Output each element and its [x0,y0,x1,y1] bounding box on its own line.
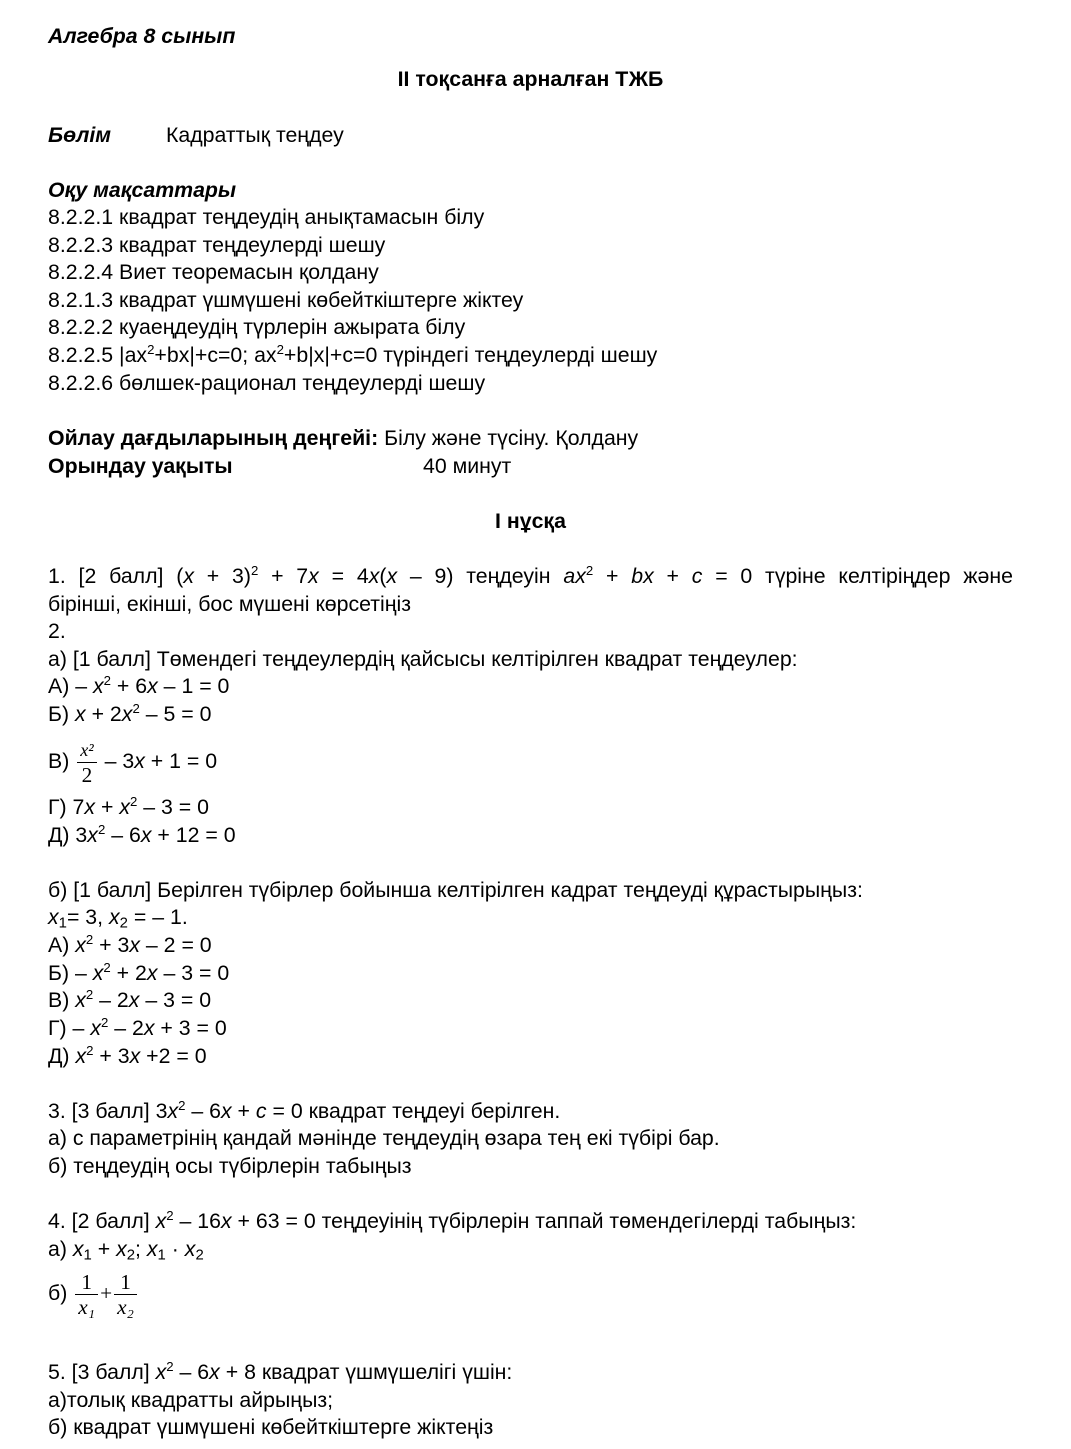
math-exponent: 2 [276,341,284,357]
math-exponent: 2 [100,1014,109,1030]
math-subscript: 1 [83,1247,92,1264]
question-2a-prompt: а) [1 балл] Төмендегі теңдеулердің қайсысы келтірілген квадрат теңдеулер: [48,647,798,671]
math-variable: x [368,564,380,588]
math-fraction [77,738,96,787]
time-value: 40 минут [423,454,512,478]
math-variable: x [48,905,59,929]
math-variable: x [119,795,130,819]
math-exponent: 2 [85,986,94,1002]
math-subscript: 2 [195,1247,204,1264]
math-exponent: 2 [86,1042,94,1058]
question-3a: а) с параметрінің қандай мәнінде теңдеудің өзара тең екі түбірі бар. [48,1126,720,1150]
math-variable: c [691,564,703,588]
fraction-numerator: 1 [114,1270,137,1295]
math-variable: bx [631,564,654,588]
math-variable: c [255,1099,267,1123]
question-2b-option: Д) $x^2 + 3x +2 = 0$ [48,1042,207,1068]
math-variable: x [147,674,158,698]
math-exponent: 2 [103,672,111,688]
math-variable: x [129,1044,141,1068]
math-subscript: 1 [157,1247,166,1264]
question-3b: б) теңдеудің осы түбірлерін табыңыз [48,1154,412,1178]
math-exponent: 2 [250,562,259,578]
math-variable: x [184,1237,196,1261]
question-1-text: 1. [2 балл] $(x + 3)^2 + 7x = 4x(x - 9)$ теңдеуін $ax^2$ + bx + c = 0 түріне келтіріңдер және [48,562,1013,588]
thinking-level-row [48,425,638,451]
math-exponent: 2 [166,1358,174,1374]
objectives-heading: Оқу мақсаттары [48,178,237,202]
math-variable: x [183,564,194,588]
objective-item: 8.2.2.4 Виет теоремасын қолдану [48,260,379,284]
math-variable: x [75,988,86,1012]
math-variable: x [308,564,319,588]
question-2b-option: $Г) - x^2 - 2x + 3 = 0$ [48,1014,227,1040]
math-variable: x [128,988,140,1012]
objective-item: 8.2.2.1 квадрат теңдеудің анықтамасын білу [48,205,485,229]
fraction-numerator: x² [77,738,96,763]
math-variable: x [140,823,152,847]
math-variable: x [155,1209,167,1233]
question-2b-option: В) $x^2 - 2x - 3 = 0$ [48,986,212,1012]
math-variable: x [220,1099,232,1123]
math-variable: x [146,1237,158,1261]
math-variable: x [121,702,133,726]
math-exponent: 2 [132,700,140,716]
math-exponent: 2 [585,562,594,578]
math-subscript: 2 [126,1247,136,1264]
question-4b: б) $\frac{1}{\text{x₁}}$ + $\frac{1}{\text{x₂}}$ [48,1268,139,1319]
math-variable: x [134,749,145,773]
fraction-denominator: x₂ [117,1294,134,1319]
section-row [48,122,344,148]
question-5b: б) квадрат үшмүшені көбейткіштерге жіктеңіз [48,1415,494,1439]
question-2a-option: В) $\frac{\text{x²}}{2}$ – 3x + 1 = 0 [48,739,218,787]
math-variable: x [90,1016,101,1040]
math-variable: x [109,905,120,929]
math-operator: + [100,1281,113,1305]
objective-item: 8.2.2.6 бөлшек-рационал теңдеулерді шешу [48,371,486,395]
question-2a-option: $А) - x^2 + 6x - 1 = 0$ [48,672,230,698]
fraction-denominator: x₁ [78,1294,96,1319]
math-exponent: 2 [178,1097,186,1113]
section-value: Кадраттық теңдеу [166,123,344,147]
math-exponent: 2 [103,959,111,975]
math-variable: x [92,674,104,698]
variant-heading: І нұсқа [495,509,566,533]
math-variable: x [75,933,86,957]
math-variable: x [209,1360,220,1384]
math-variable: ax [563,564,586,588]
math-variable: x [143,1016,155,1040]
thinking-level-value: Білу және түсіну. Қолдану [384,426,639,450]
time-label: Орындау уақыты [48,454,233,478]
question-2b-option: А) $x^2 + 3x - 2 = 0$ [48,931,212,957]
question-2b-prompt: б) [1 балл] Берілген түбірлер бойынша келтірілген кадрат теңдеуді құрастырыңыз: [48,878,863,902]
question-3-text: 3. [3 балл] $3x^2 - 6x + c = 0$ квадрат теңдеуі берілген. [48,1097,561,1123]
math-exponent: 2 [97,821,106,837]
question-2b-option: $Б) - x^2 + 2x - 3 = 0$ [48,959,230,985]
math-variable: x [72,1237,84,1261]
math-exponent: 2 [166,1207,174,1223]
question-2a-option: Д) $3x^2 - 6x + 12 = 0$ [48,821,236,847]
math-variable: x [116,1237,127,1261]
question-2a-option: Г) $7x + x^2 - 3 = 0$ [48,793,209,819]
question-5a: а)толық квадратты айрыңыз; [48,1388,334,1412]
page-title: ІІ тоқсанға арналған ТЖБ [397,67,664,91]
math-exponent: 2 [85,931,94,947]
math-variable: x [155,1360,167,1384]
math-variable: x [167,1099,179,1123]
math-variable: x [220,1209,232,1233]
subject-heading: Алгебра 8 сынып [48,24,236,48]
question-2b-roots: $x_1= 3$, $x_2$ = – 1. [48,905,188,932]
question-2-number: 2. [48,619,66,643]
fraction-numerator: 1 [75,1270,98,1295]
math-exponent: 2 [147,341,155,357]
question-5-text: 5. [3 балл] $x^2 - 6x + 8$ квадрат үшмүшелігі үшін: [48,1358,513,1384]
time-row [48,453,511,479]
math-variable: x [75,702,86,726]
math-variable: x [92,961,104,985]
thinking-level-label: Ойлау дағдыларының деңгейі: [48,426,379,450]
objective-item: 8.2.2.2 куаеңдеудің түрлерін ажырата білу [48,315,466,339]
math-variable: x [87,823,98,847]
section-label: Бөлім [48,123,112,147]
objective-item: 8.2.1.3 квадрат үшмүшені көбейткіштерге жіктеу [48,288,524,312]
question-1-text-cont: бірінші, екінші, бос мүшені көрсетіңіз [48,592,411,616]
objective-item: 8.2.2.3 квадрат теңдеулерді шешу [48,233,386,257]
math-subscript: 1 [58,915,67,932]
math-fraction [75,1270,98,1319]
question-4a: а) $x_1 + x_2$; $x_1 \cdot x_2$ [48,1237,204,1264]
question-2a-option: Б) $x + 2x^2 - 5 = 0$ [48,700,212,726]
fraction-denominator: 2 [81,762,93,787]
math-variable: x [75,1044,87,1068]
question-4-text: 4. [2 балл] $x^2 - 16x + 63 = 0$ теңдеуінің түбірлерін таппай төмендегілерді табыңыз: [48,1207,857,1233]
math-subscript: 2 [119,915,128,932]
objective-item: 8.2.2.5 $|ax^2+bx|+c=0$; $ax^2+b|x|+c=0$ түріндегі теңдеулерді шешу [48,341,658,367]
math-variable: x [84,795,96,819]
math-variable: x [129,933,140,957]
math-exponent: 2 [129,793,138,809]
math-fraction [114,1270,137,1319]
math-variable: x [146,961,158,985]
math-variable: x [386,564,398,588]
